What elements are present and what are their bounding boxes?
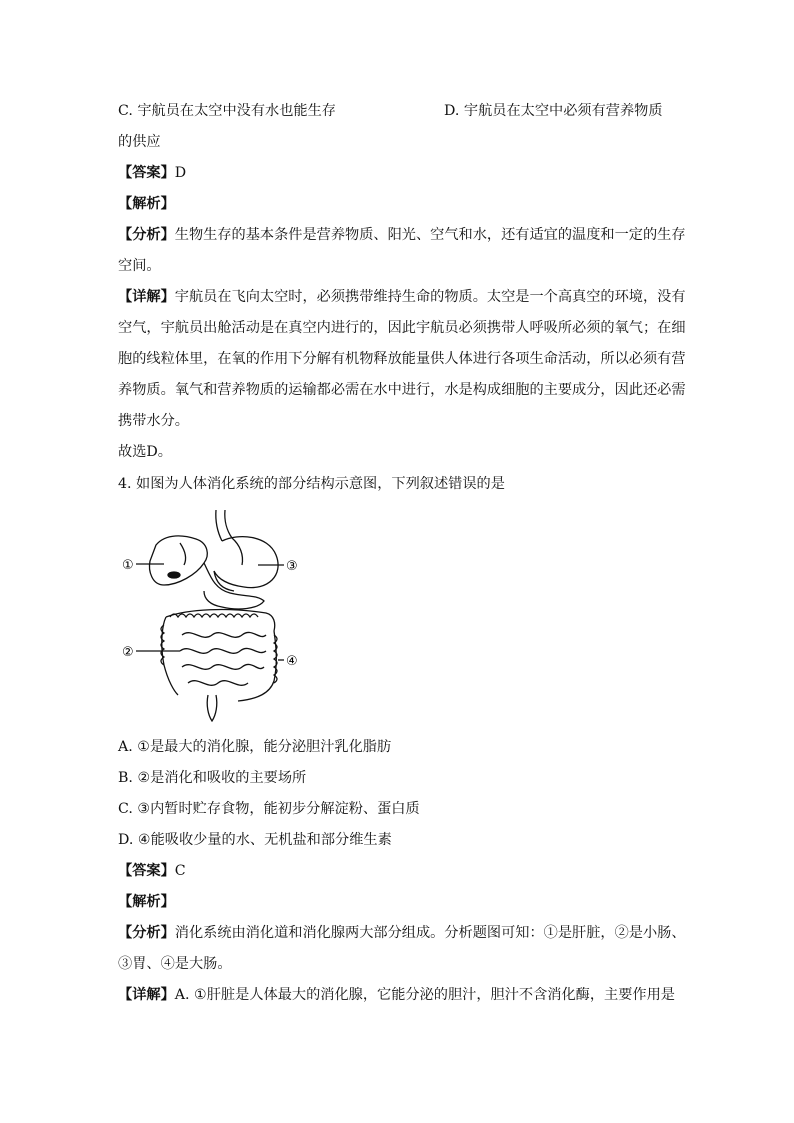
large-intestine-left bbox=[162, 617, 178, 695]
label-4: ④ bbox=[286, 654, 298, 669]
q3-fenxi-2: 空间。 bbox=[118, 258, 161, 274]
q3-option-d bbox=[444, 101, 663, 121]
q4-jiexi-tag: 【解析】 bbox=[118, 894, 175, 910]
q4-xiangjie-1 bbox=[118, 985, 675, 1005]
q3-xiangjie-3: 胞的线粒体里，在氧的作用下分解有机物释放能量供人体进行各项生命活动，所以必须有营 bbox=[118, 351, 686, 367]
xiangjie-tag: 【详解】 bbox=[118, 987, 175, 1003]
q4-stem: 4. 如图为人体消化系统的部分结构示意图，下列叙述错误的是 bbox=[118, 476, 505, 492]
q3-xiangjie-2: 空气，宇航员出舱活动是在真空内进行的，因此宇航员必须携带人呼吸所必须的氧气；在细 bbox=[118, 320, 686, 336]
q4-answer bbox=[118, 861, 186, 881]
answer-value: C bbox=[174, 863, 186, 879]
answer-tag: 【答案】 bbox=[118, 863, 175, 879]
q3-xiangjie-5: 携带水分。 bbox=[118, 413, 189, 429]
q4-option-c: C. ③内暂时贮存食物，能初步分解淀粉、蛋白质 bbox=[118, 801, 420, 817]
q3-answer bbox=[118, 163, 186, 183]
q3-jiexi-tag: 【解析】 bbox=[118, 196, 175, 212]
q4-fenxi-1 bbox=[118, 923, 686, 943]
q4-option-b: B. ②是消化和吸收的主要场所 bbox=[118, 770, 307, 786]
q3-fenxi-1 bbox=[118, 225, 686, 245]
q4-option-a: A. ①是最大的消化腺，能分泌胆汁乳化脂肪 bbox=[118, 739, 392, 755]
label-3: ③ bbox=[286, 559, 298, 574]
digestive-system-svg bbox=[118, 505, 318, 725]
xiangjie-tag: 【详解】 bbox=[118, 289, 175, 305]
answer-tag: 【答案】 bbox=[118, 165, 175, 181]
esophagus-shape bbox=[216, 510, 222, 541]
small-intestine-shape bbox=[182, 632, 266, 637]
q3-option-c bbox=[118, 101, 336, 121]
stomach-shape bbox=[214, 537, 278, 588]
fenxi-tag: 【分析】 bbox=[118, 925, 175, 941]
q3-conclusion: 故选D。 bbox=[118, 444, 172, 460]
q4-option-d: D. ④能吸收少量的水、无机盐和部分维生素 bbox=[118, 832, 392, 848]
q4-fenxi-2: ③胃、④是大肠。 bbox=[118, 956, 232, 972]
digestive-system-diagram bbox=[118, 505, 318, 725]
label-1: ① bbox=[122, 558, 134, 573]
q3-xiangjie-4: 养物质。氧气和营养物质的运输都必需在水中进行，水是构成细胞的主要成分，因此还必需 bbox=[118, 382, 686, 398]
label-2: ② bbox=[122, 645, 134, 660]
xiangjie-text: 宇航员在飞向太空时，必须携带维持生命的物质。太空是一个高真空的环境，没有 bbox=[174, 289, 686, 305]
xiangjie-text: A. ①肝脏是人体最大的消化腺，它能分泌的胆汁，胆汁不含消化酶，主要作用是 bbox=[174, 987, 675, 1003]
fenxi-tag: 【分析】 bbox=[118, 227, 175, 243]
large-intestine-top bbox=[166, 610, 275, 631]
fenxi-text: 消化系统由消化道和消化腺两大部分组成。分析题图可知：①是肝脏，②是小肠、 bbox=[174, 925, 686, 941]
q3-option-d-cont: 的供应 bbox=[118, 134, 161, 150]
fenxi-text: 生物生存的基本条件是营养物质、阳光、空气和水，还有适宜的温度和一定的生存 bbox=[174, 227, 686, 243]
answer-value: D bbox=[174, 165, 187, 181]
q3-option-d-text: D. 宇航员在太空中必须有营养物质 bbox=[444, 103, 663, 119]
q3-xiangjie-1 bbox=[118, 287, 686, 307]
q3-option-c-text: C. 宇航员在太空中没有水也能生存 bbox=[118, 103, 336, 119]
